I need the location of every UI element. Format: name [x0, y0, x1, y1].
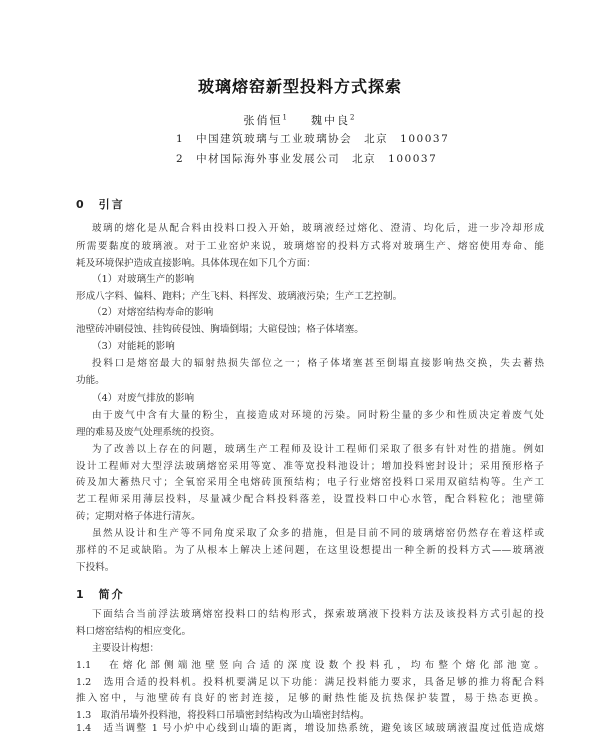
intro-line: 艺工程师采用薄层投料，尽量减少配合料投料落差，设置投料口中心水管，配合料粒化；池壁筛 [76, 494, 544, 505]
section-heading-intro: 0 引言 [76, 198, 125, 211]
intro-line: （3）对能耗的影响 [92, 341, 175, 352]
author-line [0, 112, 600, 128]
author-2-sup: 2 [350, 113, 357, 122]
intro-line: 投料口是熔窑最大的辐射热损失部位之一；格子体堵塞甚至倒塌直接影响热交换，失去蓄热 [92, 358, 544, 369]
brief-line: 1.1 在熔化部侧端池壁竖向合适的深度设数个投料孔，均布整个熔化部池宽。 [76, 660, 544, 671]
intro-line: 砖及加大蓄热尺寸；全氧窑采用全电熔砖顶预结构；电子行业熔窑投料口采用双碹结构等。生产工 [76, 477, 544, 488]
intro-line: 玻璃的熔化是从配合料由投料口投入开始，玻璃液经过熔化、澄清、均化后，进一步冷却形成 [92, 223, 544, 234]
intro-line: 所需要黏度的玻璃液。对于工业窑炉来说，玻璃熔窑的投料方式将对玻璃生产、熔窑使用寿命、能 [76, 241, 544, 252]
brief-line: 主要设计构想： [92, 643, 160, 654]
brief-line: 1.4 适当调整 1 号小炉中心线到山墙的距离，增设加热系统，避免该区域玻璃液温度过低造成熔 [76, 723, 544, 734]
brief-line: 1.3 取消吊墙外投料池，将投料口吊墙密封结构改为山墙密封结构。 [76, 710, 370, 721]
brief-line: 1.2 选用合适的投料机。投料机要满足以下功能：满足投料能力要求，具备足够的推力将配合料 [76, 677, 544, 688]
intro-line: 下投料。 [76, 562, 115, 573]
brief-line: 料口熔窑结构的相应变化。 [76, 626, 192, 637]
intro-line: 耗及环境保护造成直接影响。具体体现在如下几个方面： [76, 258, 316, 269]
intro-line: 形成八字料、偏料、跑料；产生飞料、料挥发、玻璃液污染；生产工艺控制。 [76, 291, 403, 302]
intro-line: （1）对玻璃生产的影响 [92, 274, 195, 285]
author-1: 张俏恒 [243, 114, 283, 127]
brief-line: 下面结合当前浮法玻璃熔窑投料口的结构形式，探索玻璃液下投料方法及该投料方式引起的投 [92, 609, 544, 620]
intro-line: 池壁砖冲刷侵蚀、挂钩砖侵蚀、胸墙倒塌；大碹侵蚀；格子体堵塞。 [76, 324, 364, 335]
intro-line: 理的难易及废气处理系统的投资。 [76, 427, 220, 438]
section-heading-brief: 1 简介 [76, 588, 125, 601]
intro-line: 砖；定期对格子体进行清灰。 [76, 511, 201, 522]
brief-line: 推入窑中，与池壁砖有良好的密封连接，足够的耐热性能及抗热保护装置，易于热态更换。 [76, 693, 544, 704]
intro-line: 设计工程师对大型浮法玻璃熔窑采用等宽、准等宽投料池设计；增加投料密封设计；采用预形格子 [76, 461, 544, 472]
intro-line: 为了改善以上存在的问题，玻璃生产工程师及设计工程师们采取了很多有针对性的措施。例如 [92, 444, 544, 455]
paper-title: 玻璃熔窑新型投料方式探索 [197, 77, 402, 96]
intro-line: （2）对熔窑结构寿命的影响 [92, 307, 214, 318]
intro-line: 功能。 [76, 375, 105, 386]
intro-line: 虽然从设计和生产等不同角度采取了众多的措施，但是目前不同的玻璃熔窑仍然存在着这样或 [92, 528, 544, 539]
affiliation-2: 2 中材国际海外事业发展公司 北京 100037 [176, 153, 438, 165]
intro-line: 那样的不足或缺陷。为了从根本上解决上述问题，在这里设想提出一种全新的投料方式——玻璃液 [76, 545, 544, 556]
affiliation-1: 1 中国建筑玻璃与工业玻璃协会 北京 100037 [176, 133, 450, 145]
intro-line: 由于废气中含有大量的粉尘，直接造成对环境的污染。同时粉尘量的多少和性质决定着废气处 [92, 410, 544, 421]
intro-line: （4）对废气排放的影响 [92, 393, 195, 404]
author-2: 魏中良 [311, 114, 350, 127]
author-1-sup: 1 [282, 113, 289, 122]
